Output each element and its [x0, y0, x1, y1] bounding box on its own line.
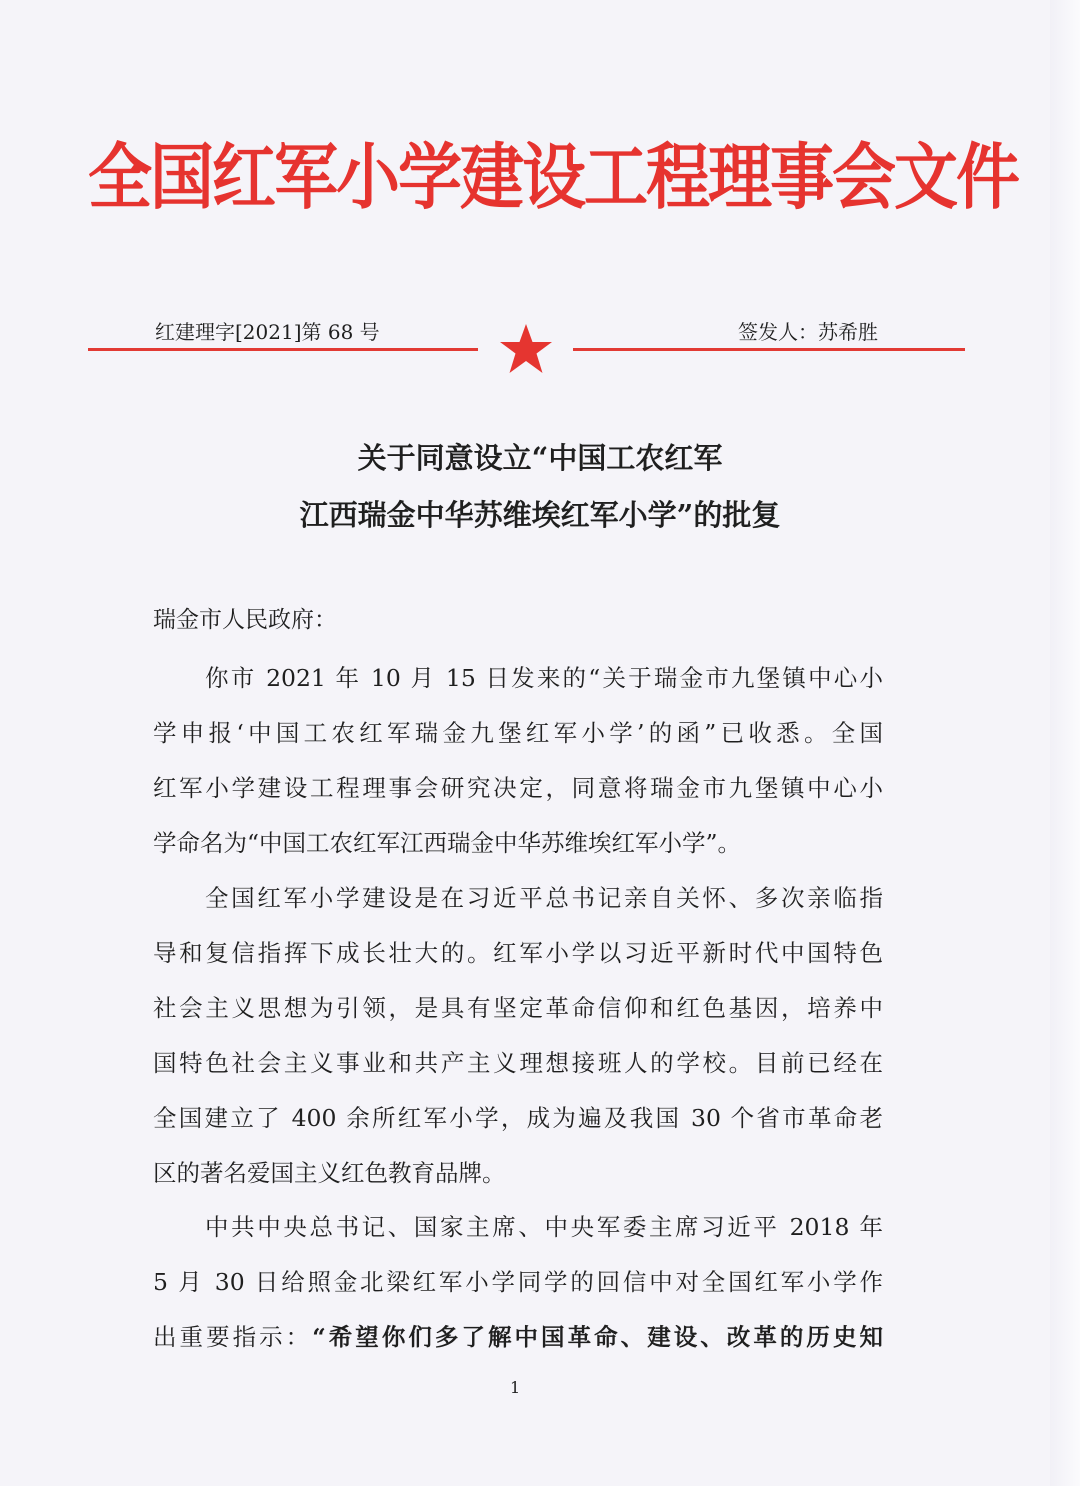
header-rule-left — [88, 348, 478, 351]
signer: 签发人：苏希胜 — [738, 320, 878, 344]
instruction-quote: “希望你们多了解中国革命、建设、改革的历史知 — [312, 1323, 883, 1351]
paragraph-1-line-2: 学申报‘中国工农红军瑞金九堡红军小学’的函”已收悉。全国 — [153, 719, 883, 747]
paragraph-2-line-4: 国特色社会主义事业和共产主义理想接班人的学校。目前已经在 — [153, 1049, 883, 1077]
document-number: 红建理字[2021]第 68 号 — [155, 320, 380, 344]
paragraph-3-line-2: 5 月 30 日给照金北梁红军小学同学的回信中对全国红军小学作 — [153, 1268, 883, 1296]
paragraph-2-line-5: 全国建立了 400 余所红军小学，成为遍及我国 30 个省市革命老 — [153, 1104, 883, 1132]
red-star-icon — [496, 322, 556, 376]
document-title-line-2: 江西瑞金中华苏维埃红军小学”的批复 — [299, 498, 781, 532]
salutation: 瑞金市人民政府： — [153, 607, 337, 633]
header-title: 全国红军小学建设工程理事会文件 — [88, 135, 1018, 220]
page-edge — [1050, 0, 1080, 1486]
instruction-prefix: 出重要指示： — [153, 1323, 313, 1351]
paragraph-3-line-1: 中共中央总书记、国家主席、中央军委主席习近平 2018 年 — [205, 1213, 883, 1241]
paragraph-2-line-6: 区的著名爱国主义红色教育品牌。 — [153, 1159, 506, 1187]
paragraph-2-line-2: 导和复信指挥下成长壮大的。红军小学以习近平新时代中国特色 — [153, 939, 883, 967]
paragraph-2-line-1: 全国红军小学建设是在习近平总书记亲自关怀、多次亲临指 — [205, 884, 883, 912]
document-title-line-1: 关于同意设立“中国工农红军 — [357, 441, 723, 475]
paragraph-1-line-3: 红军小学建设工程理事会研究决定，同意将瑞金市九堡镇中心小 — [153, 774, 883, 802]
page-number: 1 — [510, 1378, 521, 1397]
paragraph-3-line-3 — [153, 1317, 883, 1357]
paragraph-2-line-3: 社会主义思想为引领，是具有坚定革命信仰和红色基因，培养中 — [153, 994, 883, 1022]
paragraph-1-line-1: 你市 2021 年 10 月 15 日发来的“关于瑞金市九堡镇中心小 — [205, 664, 883, 692]
header-rule-right — [573, 348, 965, 351]
paragraph-1-line-4: 学命名为“中国工农红军江西瑞金中华苏维埃红军小学”。 — [153, 829, 742, 857]
